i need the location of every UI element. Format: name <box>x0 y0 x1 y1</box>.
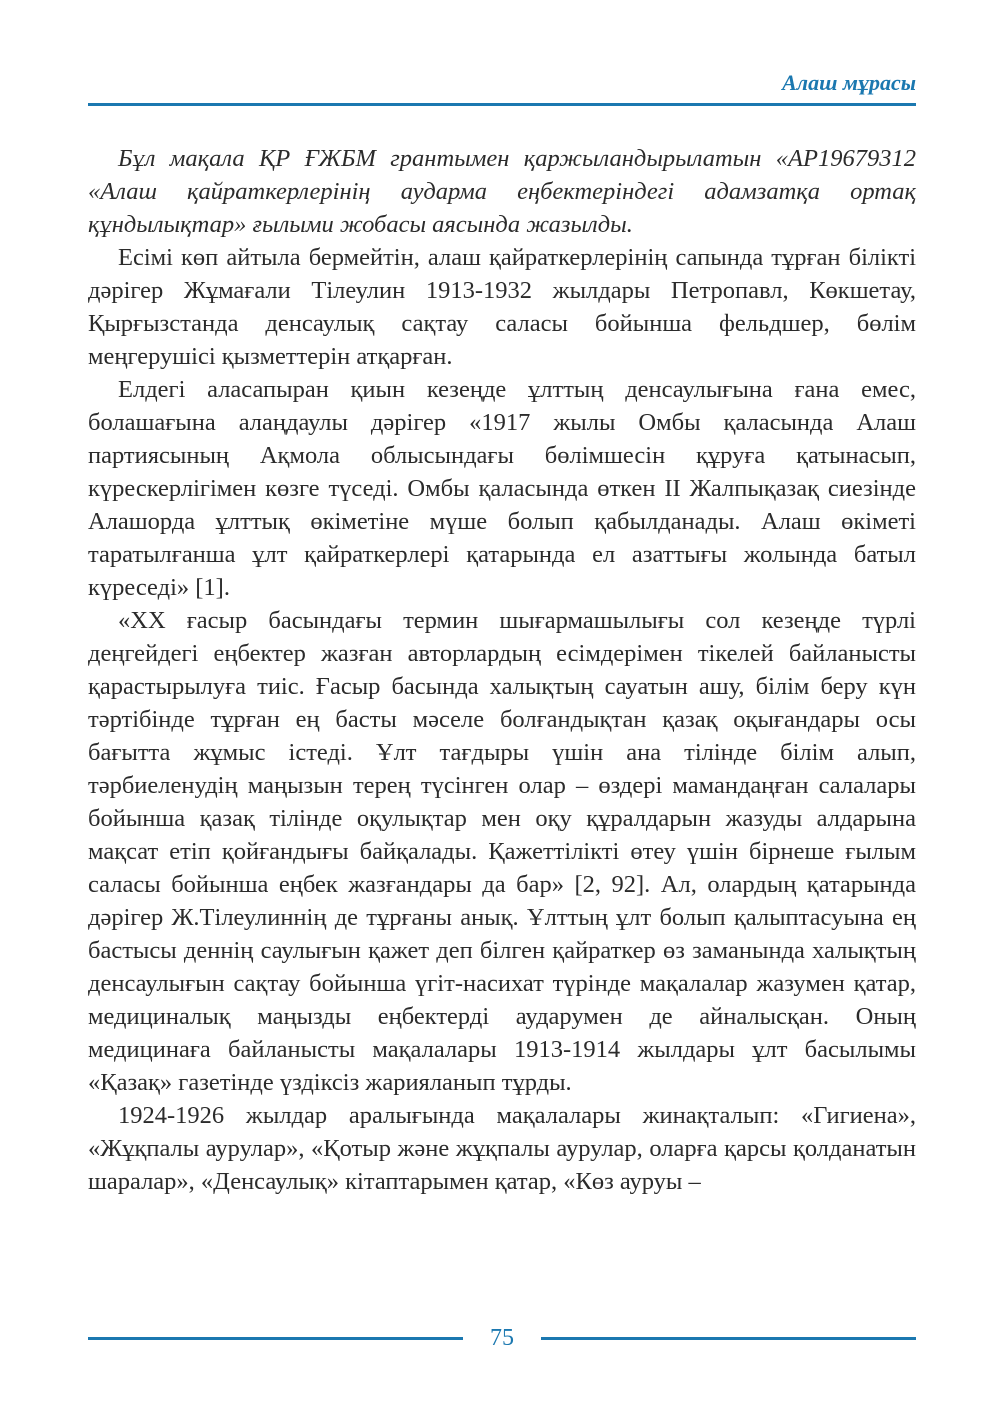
header-divider <box>88 103 916 106</box>
page-number: 75 <box>490 1325 514 1351</box>
footer-divider-left <box>88 1337 463 1340</box>
footer-divider-right <box>541 1337 916 1340</box>
body-paragraph: 1924-1926 жылдар аралығында мақалалары жинақталып: «Гигиена», «Жұқпалы аурулар», «Қотыр және жұқпалы аурулар, оларға қарсы қолданатын шаралар», «Денсаулық» кітаптарымен қатар, «Көз ауруы – <box>88 1102 916 1195</box>
intro-paragraph: Бұл мақала ҚР ҒЖБМ грантымен қаржыландырылатын «AP19679312 «Алаш қайраткерлерінің аударма еңбектеріндегі адамзатқа ортақ құндылықтар» ғылыми жобасы аясында жазылды. <box>88 145 916 238</box>
header-title: Алаш мұрасы <box>782 70 916 95</box>
body-paragraph: Есімі көп айтыла бермейтін, алаш қайраткерлерінің сапында тұрған білікті дәрігер Жұмағали Тілеулин 1913-1932 жылдары Петропавл, Көкшетау, Қырғызстанда денсаулық сақтау саласы бойынша фельдшер, бөлім меңгерушісі қызметтерін атқарған. <box>88 244 916 370</box>
article-body <box>88 142 916 1198</box>
body-paragraph: «ХХ ғасыр басындағы термин шығармашылығы сол кезеңде түрлі деңгейдегі еңбектер жазған авторлардың есімдерімен тікелей байланысты қарастырылуға тиіс. Ғасыр басында халықтың сауатын ашу, білім беру күн тәртібінде тұрған ең басты мәселе болғандықтан қазақ оқығандары осы бағытта жұмыс істеді. Ұлт тағдыры үшін ана тілінде білім алып, тәрбиеленудің маңызын терең түсінген олар – өздері мамандаңған салалары бойынша қазақ тілінде оқулықтар мен оқу құралдарын жазуды алдарына мақсат етіп қойғандығы байқалады. Қажеттілікті өтеу үшін бірнеше ғылым саласы бойынша еңбек жазғандары да бар» [2, 92]. Ал, олардың қатарында дәрігер Ж.Тілеулиннің де тұрғаны анық. Ұлттың ұлт болып қалыптасуына ең бастысы деннің саулығын қажет деп білген қайраткер өз заманында халықтың денсаулығын сақтау бойынша үгіт-насихат түрінде мақалалар жазумен қатар, медициналық маңызды еңбектерді аударумен де айналысқан. Оның медицинаға байланысты мақалалары 1913-1914 жылдары ұлт басылымы «Қазақ» газетінде үздіксіз жарияланып тұрды. <box>88 607 916 1096</box>
body-paragraph: Елдегі аласапыран қиын кезеңде ұлттың денсаулығына ғана емес, болашағына алаңдаулы дәрігер «1917 жылы Омбы қаласында Алаш партиясының Ақмола облысындағы бөлімшесін құруға қатынасып, күрескерлігімен көзге түседі. Омбы қаласында өткен II Жалпықазақ сиезінде Алашорда ұлттық өкіметіне мүше болып қабылданады. Алаш өкіметі таратылғанша ұлт қайраткерлері қатарында ел азаттығы жолында батыл күреседі» [1]. <box>88 376 916 601</box>
